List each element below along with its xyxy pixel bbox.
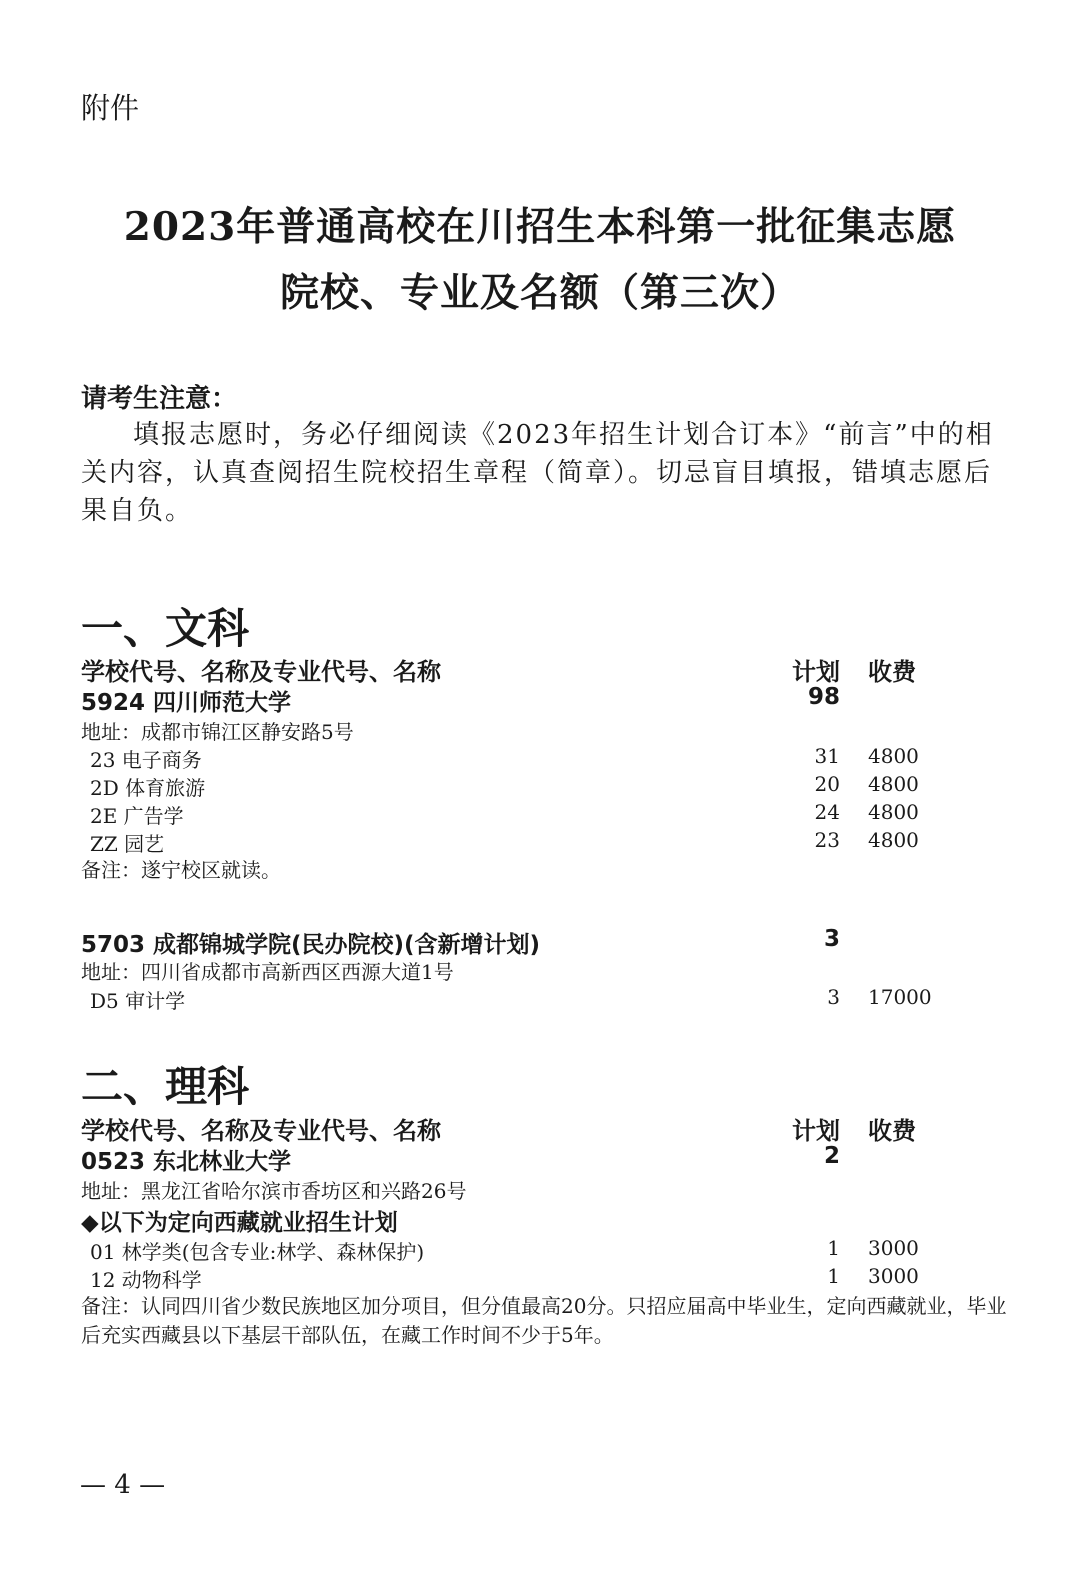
major-fee: 3000 (868, 1236, 919, 1260)
column-header-school: 学校代号、名称及专业代号、名称 (81, 1117, 441, 1145)
page-number: — 4 — (80, 1470, 166, 1500)
school-plan: 2 (823, 1143, 840, 1169)
school-address: 地址：成都市锦江区静安路5号 (81, 720, 354, 744)
major-name: 01 林学类(包含专业:林学、森林保护) (90, 1240, 425, 1264)
major-plan: 3 (827, 985, 840, 1009)
plan-subheading: ◆以下为定向西藏就业招生计划 (81, 1210, 398, 1236)
attachment-label: 附件 (81, 91, 140, 125)
major-name: 2D 体育旅游 (90, 776, 206, 800)
major-name: D5 审计学 (90, 989, 186, 1013)
notice-body: 填报志愿时，务必仔细阅读《2023年招生计划合订本》“前言”中的相关内容，认真查阅招生院校招生章程（简章）。切忌盲目填报，错填志愿后果自负。 (81, 420, 994, 526)
major-fee: 4800 (868, 772, 919, 796)
major-name: 23 电子商务 (90, 748, 202, 772)
major-name: ZZ 园艺 (90, 832, 165, 856)
school-name: 5924 四川师范大学 (81, 690, 292, 716)
school-plan: 3 (823, 926, 840, 952)
major-plan: 23 (814, 828, 840, 852)
document-title-line1: 2023年普通高校在川招生本科第一批征集志愿 (123, 204, 957, 250)
major-name: 2E 广告学 (90, 804, 184, 828)
section-title-sciences: 二、理科 (81, 1062, 250, 1111)
major-plan: 1 (827, 1264, 840, 1288)
column-header-school: 学校代号、名称及专业代号、名称 (81, 658, 441, 686)
column-header-plan: 计划 (792, 658, 840, 686)
document-title-line2: 院校、专业及名额（第三次） (279, 270, 800, 316)
major-fee: 4800 (868, 800, 919, 824)
school-address: 地址：黑龙江省哈尔滨市香坊区和兴路26号 (81, 1179, 467, 1203)
school-name: 5703 成都锦城学院(民办院校)(含新增计划) (81, 932, 541, 958)
column-header-plan: 计划 (792, 1117, 840, 1145)
notice-heading: 请考生注意： (81, 384, 238, 414)
major-fee: 4800 (868, 828, 919, 852)
major-fee: 17000 (868, 985, 932, 1009)
school-note: 备注：认同四川省少数民族地区加分项目，但分值最高20分。只招应届高中毕业生，定向西藏就业，毕业后充实西藏县以下基层干部队伍，在藏工作时间不少于5年。 (81, 1294, 1007, 1347)
major-fee: 4800 (868, 744, 919, 768)
major-name: 12 动物科学 (90, 1268, 202, 1292)
school-plan: 98 (807, 684, 840, 710)
major-plan: 1 (827, 1236, 840, 1260)
major-plan: 31 (814, 744, 840, 768)
section-title-liberal-arts: 一、文科 (81, 604, 250, 653)
column-header-fee: 收费 (868, 658, 916, 686)
column-header-fee: 收费 (868, 1117, 916, 1145)
school-address: 地址：四川省成都市高新西区西源大道1号 (81, 960, 454, 984)
school-name: 0523 东北林业大学 (81, 1149, 292, 1175)
major-plan: 20 (814, 772, 840, 796)
school-note: 备注：遂宁校区就读。 (81, 858, 281, 882)
major-plan: 24 (814, 800, 840, 824)
major-fee: 3000 (868, 1264, 919, 1288)
